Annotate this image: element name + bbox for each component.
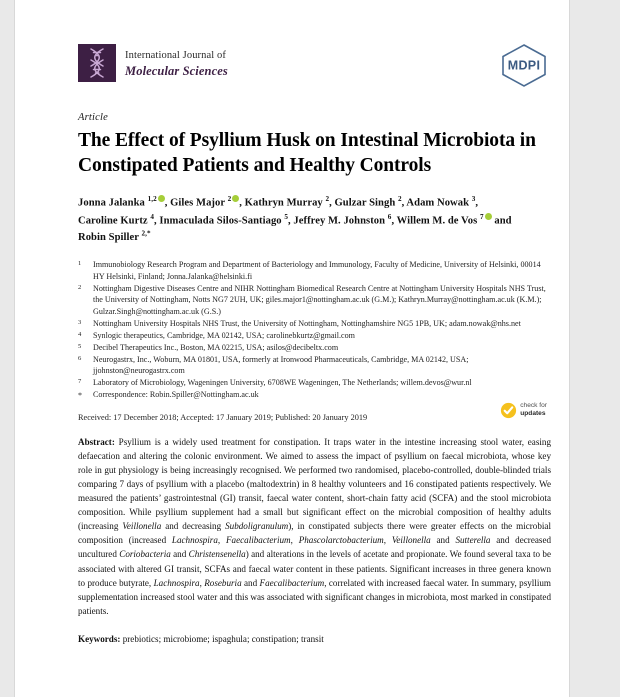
author-sup-10: 2,* <box>141 229 151 238</box>
masthead <box>78 0 551 88</box>
taxon-veillonella: Veillonella <box>122 521 162 532</box>
author-willem-de-vos: , Willem M. de Vos <box>391 215 480 227</box>
author-jonna-jalanka: Jonna Jalanka <box>78 197 148 209</box>
crossmark-line1: check for <box>520 402 547 410</box>
author-sup-9: 7 <box>480 213 484 222</box>
author-sup-1: 1,2 <box>147 195 157 204</box>
author-sup-2: 2 <box>227 195 232 204</box>
affiliation-item <box>78 283 551 317</box>
dna-helix-icon <box>78 44 116 82</box>
correspondence-marker: * <box>78 391 83 401</box>
journal-name-line1: International Journal of <box>125 50 226 62</box>
correspondence-item <box>78 389 551 401</box>
affiliation-marker: 1 <box>78 260 82 268</box>
abstract-text-7: and <box>430 535 456 546</box>
affiliation-text: Synlogic therapeutics, Cambridge, MA 02142, USA; carolinebkurtz@gmail.com <box>93 330 355 340</box>
abstract-text-8: and decreased uncultured <box>78 535 552 560</box>
abstract-text-2: and decreasing <box>161 521 226 532</box>
crossmark-line2: updates <box>520 410 546 418</box>
article-type-label: Article <box>78 112 108 123</box>
abstract-text-5: , <box>290 535 299 546</box>
affiliation-text: Nottingham University Hospitals NHS Trust, the University of Nottingham, Nottinghamshire NG5 1PB, UK; adam.nowak@nhs.net <box>93 318 521 328</box>
taxon-faecalibacterium-2: Faecalibacterium <box>259 577 325 588</box>
abstract-text-1: Psyllium is a widely used treatment for constipation. It traps water in the intestine increasing stool water, easing defaecation and altering the colonic environment. We aimed to assess the impact of psyllium on faecal microbiota, whose key role in gut physiology is being increasingly recognised. We performed two randomised, placebo-controlled, double-blinded trials comparing 7 days of psyllium with a placebo (maltodextrin) in 8 healthy volunteers and 16 constipated patients respectively. We measured the patients’ gastrointestnal (GI) transit, faecal water content, short-chain fatty acid (SCFA) and the stool microbiota composition. While psyllium supplement had a small but significant effect on the microbial composition of healthy adults (increasing <box>78 436 551 532</box>
paper-page <box>14 0 570 697</box>
affiliation-text: Immunobiology Research Program and Department of Bacteriology and Immunology, Faculty of Medicine, University of Helsinki, 00014 HY Helsinki, Finland; Jonna.Jalanka@helsinki.fi <box>93 260 541 281</box>
affiliation-item <box>78 330 551 341</box>
check-for-updates-text <box>520 402 547 418</box>
keywords-label: Keywords: <box>78 633 121 644</box>
page-content <box>15 0 569 697</box>
author-caroline-kurtz: Caroline Kurtz <box>78 215 151 227</box>
keywords-line <box>78 632 551 646</box>
affiliation-marker: 7 <box>78 378 82 386</box>
affiliation-text: Decibel Therapeutics Inc., Boston, MA 02215, USA; asilos@decibeltx.com <box>93 342 339 352</box>
taxon-coriobacteria: Coriobacteria <box>119 549 171 560</box>
abstract-paragraph <box>78 435 551 618</box>
affiliation-marker: 4 <box>78 330 82 338</box>
taxon-roseburia: Roseburia <box>204 577 242 588</box>
affiliation-text: Nottingham Digestive Diseases Centre and NIHR Nottingham Biomedical Research Centre at Nottingham University Hospitals NHS Trust, the University of Nottingham, Notts NG7 2UH, UK; giles.major1@nottingham.ac.uk (G.M.); Kathryn.Murray@nottingham.ac.uk (K.M.); Gulzar.Singh@nottingham.ac.uk (G.S.) <box>93 283 546 316</box>
author-adam-nowak: , Adam Nowak <box>401 197 472 209</box>
taxon-veillonella-2: Veillonella <box>391 535 431 546</box>
journal-name-line2: Molecular Sciences <box>125 63 228 78</box>
abstract-text-9: and <box>170 549 189 560</box>
abstract-text-3: ), in constipated subjects there were greater effects on the microbial composition (increased <box>78 521 551 546</box>
author-giles-major: , Giles Major <box>164 197 228 209</box>
affiliation-item <box>78 377 551 388</box>
author-jeffrey-johnston: , Jeffrey M. Johnston <box>288 215 388 227</box>
affiliation-item <box>78 259 551 282</box>
author-sup-5: 3 <box>471 195 476 204</box>
author-robin-spiller: Robin Spiller <box>78 232 142 243</box>
author-sup-8: 6 <box>387 213 392 222</box>
taxon-sutterella: Sutterella <box>455 535 491 546</box>
affiliation-item <box>78 342 551 353</box>
author-line2-tail: and <box>491 215 512 227</box>
author-list <box>78 194 551 246</box>
journal-branding <box>78 44 228 82</box>
affiliation-marker: 3 <box>78 318 82 326</box>
abstract-label: Abstract: <box>78 436 115 447</box>
author-sup-7: 5 <box>284 213 288 222</box>
affiliation-marker: 6 <box>78 354 82 362</box>
correspondence-text: Correspondence: Robin.Spiller@Nottingham.ac.uk <box>93 390 259 400</box>
abstract-text-13: , correlated with increased faecal water. In summary, psyllium supplementation increased stool water and this was associated with significant changes in microbiota, most marked in constipated patients. <box>78 577 552 616</box>
affiliation-list <box>78 259 551 401</box>
taxon-lachnospira: Lachnospira <box>171 535 218 546</box>
mdpi-logo <box>497 42 551 88</box>
svg-text:MDPI: MDPI <box>507 58 541 73</box>
check-for-updates-badge[interactable] <box>500 402 547 419</box>
keywords-text: prebiotics; microbiome; ispaghula; constipation; transit <box>120 633 324 644</box>
taxon-subdoligranulum: Subdoligranulum <box>225 521 289 532</box>
abstract-text-4: , <box>217 535 226 546</box>
taxon-christensenella: Christensenella <box>188 549 246 560</box>
journal-title-block <box>125 47 228 78</box>
abstract-text-11: , <box>199 577 205 588</box>
taxon-phascolarctobacterium: Phascolarctobacterium <box>298 535 384 546</box>
author-line1-tail: , <box>475 197 479 209</box>
dates-row <box>78 402 551 422</box>
page-title: The Effect of Psyllium Husk on Intestinal Microbiota in Constipated Patients and Healthy Controls <box>78 130 536 176</box>
author-sup-3: 2 <box>325 195 330 204</box>
taxon-faecalibacterium: Faecalibacterium <box>225 535 291 546</box>
affiliation-marker: 5 <box>78 342 82 350</box>
author-kathryn-murray: , Kathryn Murray <box>239 197 326 209</box>
orcid-icon[interactable] <box>485 213 492 220</box>
affiliation-marker: 2 <box>78 283 82 291</box>
author-sup-6: 4 <box>150 213 155 222</box>
orcid-icon[interactable] <box>158 195 165 202</box>
affiliation-item <box>78 354 551 377</box>
abstract-text-12: and <box>241 577 260 588</box>
affiliation-item <box>78 318 551 329</box>
author-sup-4: 2 <box>397 195 402 204</box>
abstract-text-10: ) and alterations in the levels of acetate and propionate. We found several taxa to be associated with altered GI transit, SCFAs and faecal water content in these patients. Significant increases in three genera known to produce butyrate, <box>78 549 552 588</box>
author-inmaculada-silos-santiago: , Inmaculada Silos-Santiago <box>154 215 285 227</box>
check-circle-icon <box>500 402 517 419</box>
taxon-lachnospira-2: Lachnospira <box>153 577 200 588</box>
publication-dates: Received: 17 December 2018; Accepted: 17 January 2019; Published: 20 January 2019 <box>78 412 368 422</box>
affiliation-text: Laboratory of Microbiology, Wageningen University, 6708WE Wageningen, The Netherlands; willem.devos@wur.nl <box>93 378 472 388</box>
affiliation-text: Neurogastrx, Inc., Woburn, MA 01801, USA, formerly at Ironwood Pharmaceuticals, Cambridge, MA 02142, USA; jjohnston@neurogastrx.com <box>93 354 469 376</box>
author-gulzar-singh: , Gulzar Singh <box>329 197 398 209</box>
abstract-text-6: , <box>383 535 392 546</box>
